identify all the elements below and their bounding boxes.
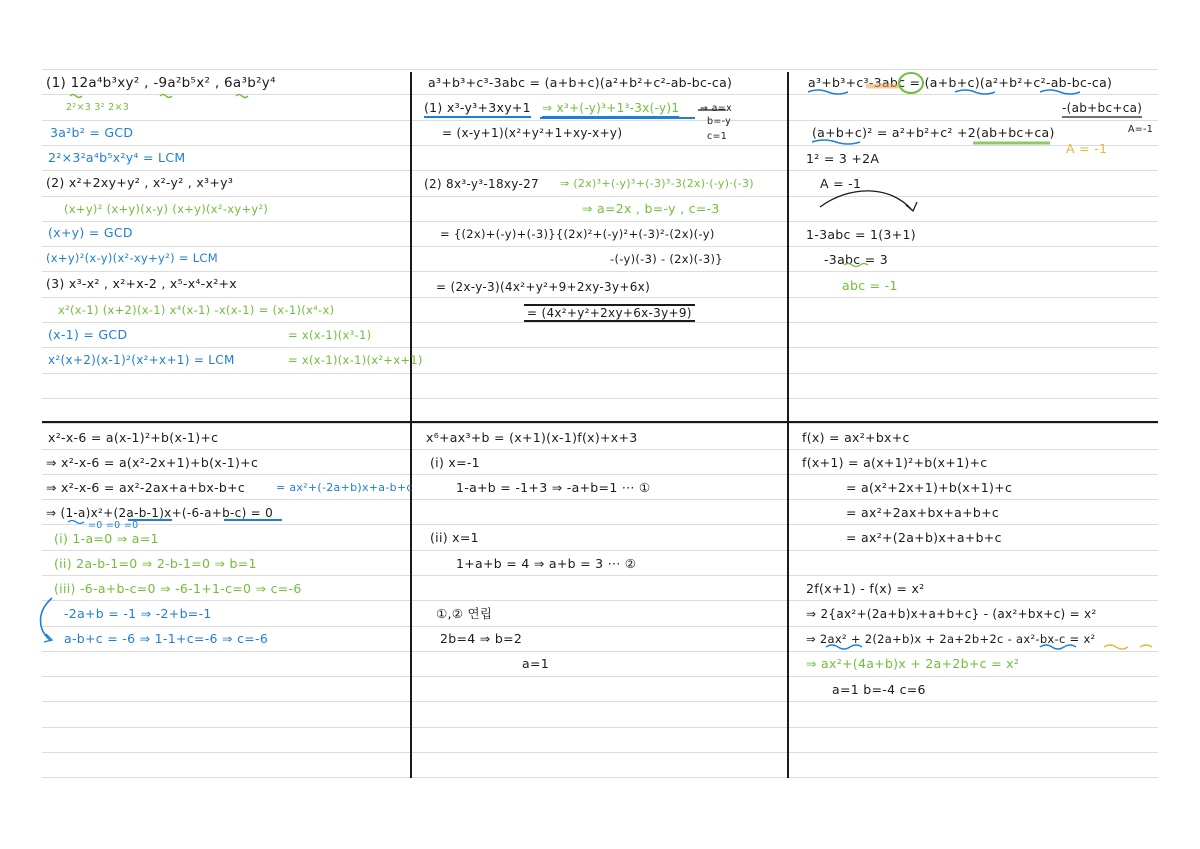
abc-subtraction: -(ab+bc+ca) (1062, 101, 1143, 115)
identity-problem-1-result: = (x-y+1)(x²+y²+1+xy-x+y) (442, 126, 623, 140)
ruled-line (42, 423, 1158, 424)
rem-case-2-eq: 1+a+b = 4 ⇒ a+b = 3 ··· ② (456, 556, 637, 571)
coef-zero-marks: =0 =0 =0 (88, 520, 139, 531)
fx-condition-step-1: ⇒ 2{ax²+(2a+b)x+a+b+c} - (ax²+bx+c) = x² (806, 607, 1097, 621)
identity-problem-2-rewrite: ⇒ (2x)³+(-y)³+(-3)³-3(2x)·(-y)·(-3) (560, 177, 754, 190)
problem-1-gcd: 3a²b² = GCD (50, 125, 134, 140)
ruled-line (42, 550, 1158, 551)
abc-identity: a³+b³+c³-3abc = (a+b+c)(a²+b²+c²-ab-bc-ca) (808, 75, 1113, 90)
ruled-line (42, 69, 1158, 70)
problem-2-gcd: (x+y) = GCD (48, 225, 133, 240)
problem-3-factor-result: = x(x-1)(x-1)(x²+x+1) (288, 353, 423, 367)
fx-definition: f(x) = ax²+bx+c (802, 430, 910, 445)
ruled-line (42, 449, 1158, 450)
identity-problem-2-result: = (2x-y-3)(4x²+y²+9+2xy-3y+6x) (436, 280, 651, 294)
ruled-line (42, 94, 1158, 95)
fx-condition-step-2: ⇒ 2ax² + 2(2a+b)x + 2a+2b+2c - ax²-bx-c = x² (806, 632, 1096, 646)
problem-2-statement: (2) x²+2xy+y² , x²-y² , x³+y³ (46, 175, 234, 190)
identity-problem-2: (2) 8x³-y³-18xy-27 (424, 177, 539, 191)
abc-note-a: A=-1 (1128, 124, 1154, 135)
rem-b-result: 2b=4 ⇒ b=2 (440, 631, 523, 646)
identity-problem-1-a: ⇒ a=x (700, 103, 732, 114)
problem-1-factors: 2²×3 3² 2×3 (66, 102, 130, 113)
ruled-line (42, 347, 1158, 348)
ruled-line (42, 221, 1158, 222)
ruled-line (42, 474, 1158, 475)
identity-problem-2-expand-1: = {(2x)+(-y)+(-3)}{(2x)²+(-y)²+(-3)²-(2x)(-y) (440, 227, 715, 241)
identity-problem-1-c: c=1 (707, 131, 728, 142)
ruled-line (42, 777, 1158, 778)
coef-case-5: a-b+c = -6 ⇒ 1-1+c=-6 ⇒ c=-6 (64, 631, 269, 646)
ruled-line (42, 676, 1158, 677)
problem-2-factors: (x+y)² (x+y)(x-y) (x+y)(x²-xy+y²) (64, 202, 269, 216)
coef-step-2: ⇒ x²-x-6 = ax²-2ax+a+bx-b+c (46, 480, 246, 495)
coef-statement: x²-x-6 = a(x-1)²+b(x-1)+c (48, 430, 219, 445)
rem-a-result: a=1 (522, 656, 549, 671)
ruled-line (42, 727, 1158, 728)
ruled-line (42, 170, 1158, 171)
ruled-line (42, 196, 1158, 197)
fx-shift-step-1: = a(x²+2x+1)+b(x+1)+c (846, 480, 1013, 495)
ruled-line (42, 297, 1158, 298)
ruled-line (42, 752, 1158, 753)
ruled-line (42, 626, 1158, 627)
problem-3-lcm: x²(x+2)(x-1)²(x²+x+1) = LCM (48, 353, 235, 367)
coef-case-3: (iii) -6-a+b-c=0 ⇒ -6-1+1-c=0 ⇒ c=-6 (54, 581, 302, 596)
ruled-line (42, 373, 1158, 374)
ruled-line (42, 271, 1158, 272)
ruled-line (42, 246, 1158, 247)
rem-statement: x⁶+ax³+b = (x+1)(x-1)f(x)+x+3 (426, 430, 638, 445)
abc-result: abc = -1 (842, 278, 898, 293)
cubic-identity-formula: a³+b³+c³-3abc = (a+b+c)(a²+b²+c²-ab-bc-ca) (428, 75, 733, 90)
coef-step-1: ⇒ x²-x-6 = a(x²-2x+1)+b(x-1)+c (46, 455, 259, 470)
abc-one-squared: 1² = 3 +2A (806, 151, 880, 166)
fx-result: a=1 b=-4 c=6 (832, 682, 926, 697)
identity-problem-1-rewrite: ⇒ x³+(-y)³+1³-3x(-y)1 (542, 101, 679, 118)
rem-case-1-eq: 1-a+b = -1+3 ⇒ -a+b=1 ··· ① (456, 480, 651, 495)
fx-condition-step-3: ⇒ ax²+(4a+b)x + 2a+2b+c = x² (806, 656, 1020, 671)
coef-step-3: ⇒ (1-a)x²+(2a-b-1)x+(-6-a+b-c) = 0 (46, 506, 274, 520)
rem-simultaneous: ①,② 연립 (436, 606, 493, 621)
ruled-line (42, 600, 1158, 601)
ruled-line (42, 120, 1158, 121)
abc-step-2: -3abc = 3 (824, 252, 889, 267)
fx-shift-step-3: = ax²+(2a+b)x+a+b+c (846, 530, 1002, 545)
ruled-line (42, 651, 1158, 652)
identity-problem-1: (1) x³-y³+3xy+1 (424, 101, 531, 118)
coef-case-2: (ii) 2a-b-1=0 ⇒ 2-b-1=0 ⇒ b=1 (54, 556, 257, 571)
problem-3-gcd: (x-1) = GCD (48, 327, 128, 342)
ruled-line (42, 145, 1158, 146)
problem-3-factors: x²(x-1) (x+2)(x-1) x⁴(x-1) -x(x-1) = (x-1)(x⁴-x) (58, 303, 335, 317)
identity-problem-1-b: b=-y (707, 116, 732, 127)
coef-case-1: (i) 1-a=0 ⇒ a=1 (54, 531, 159, 546)
ruled-line (42, 575, 1158, 576)
fx-shift-step-2: = ax²+2ax+bx+a+b+c (846, 505, 1000, 520)
fx-condition: 2f(x+1) - f(x) = x² (806, 581, 925, 596)
coef-case-4: -2a+b = -1 ⇒ -2+b=-1 (64, 606, 212, 621)
rem-case-2: (ii) x=1 (430, 530, 479, 545)
ruled-line (42, 499, 1158, 500)
column-divider-right (787, 72, 789, 778)
abc-square-identity: (a+b+c)² = a²+b²+c² +2(ab+bc+ca) (812, 125, 1055, 140)
identity-problem-2-abc: ⇒ a=2x , b=-y , c=-3 (582, 201, 720, 216)
ruled-line (42, 701, 1158, 702)
problem-1-statement: (1) 12a⁴b³xy² , -9a²b⁵x² , 6a³b²y⁴ (46, 75, 276, 91)
ruled-line (42, 322, 1158, 323)
abc-step-1: 1-3abc = 1(3+1) (806, 227, 916, 242)
row-divider (42, 421, 1158, 423)
rem-case-1: (i) x=-1 (430, 455, 480, 470)
abc-a-value-highlight: A = -1 (1066, 141, 1108, 156)
problem-3-statement: (3) x³-x² , x²+x-2 , x⁵-x⁴-x²+x (46, 276, 238, 291)
problem-1-lcm: 2²×3²a⁴b⁵x²y⁴ = LCM (48, 150, 186, 165)
column-divider-left (410, 72, 412, 778)
identity-problem-2-expand-2: -(-y)(-3) - (2x)(-3)} (610, 252, 723, 266)
coef-step-2-grouped: = ax²+(-2a+b)x+a-b+c (276, 481, 413, 494)
abc-a-result: A = -1 (820, 176, 862, 191)
ruled-line (42, 398, 1158, 399)
identity-problem-2-final: = (4x²+y²+2xy+6x-3y+9) (524, 304, 695, 322)
fx-shift: f(x+1) = a(x+1)²+b(x+1)+c (802, 455, 988, 470)
problem-3-factor-step: = x(x-1)(x³-1) (288, 328, 372, 342)
ruled-line (42, 524, 1158, 525)
problem-2-lcm: (x+y)²(x-y)(x²-xy+y²) = LCM (46, 251, 218, 265)
